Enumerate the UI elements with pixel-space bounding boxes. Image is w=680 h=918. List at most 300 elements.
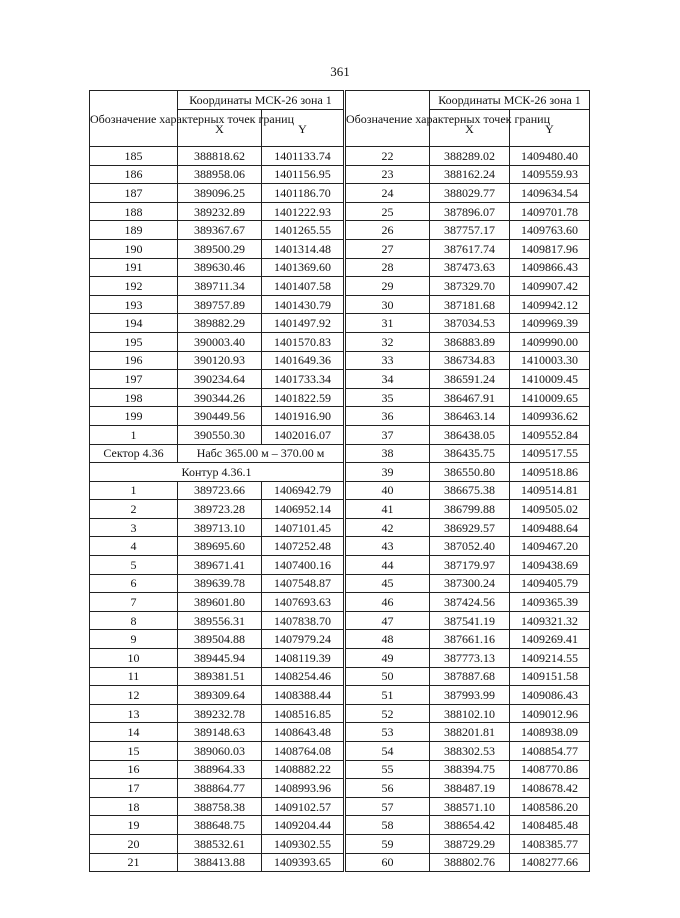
coord-y: 1407252.48 (262, 537, 344, 556)
coord-x: 389232.89 (178, 202, 262, 221)
table-row (90, 184, 344, 203)
table-row (346, 463, 590, 482)
table-row (346, 202, 590, 221)
table-row (346, 370, 590, 389)
coord-x: 388162.24 (430, 165, 510, 184)
coord-x: 390120.93 (178, 351, 262, 370)
header-coords-label: Координаты МСК-26 зона 1 (430, 91, 590, 110)
coordinates-table-right (345, 90, 590, 872)
coord-x: 388818.62 (178, 147, 262, 166)
coord-y: 1401314.48 (262, 239, 344, 258)
sector-row (90, 444, 344, 463)
coord-x: 389556.31 (178, 611, 262, 630)
table-row (346, 407, 590, 426)
coord-y: 1409763.60 (510, 221, 590, 240)
table-row (346, 425, 590, 444)
sector-value: Набс 365.00 м – 370.00 м (178, 444, 344, 463)
point-number: 20 (90, 834, 178, 853)
table-row (90, 611, 344, 630)
coord-x: 387773.13 (430, 649, 510, 668)
table-row (346, 574, 590, 593)
coord-x: 386550.80 (430, 463, 510, 482)
coord-y: 1409269.41 (510, 630, 590, 649)
coord-x: 389639.78 (178, 574, 262, 593)
table-row (90, 649, 344, 668)
table-row (90, 407, 344, 426)
table-row (90, 704, 344, 723)
point-number: 19 (90, 816, 178, 835)
coord-x: 390003.40 (178, 332, 262, 351)
point-number: 41 (346, 500, 430, 519)
coord-x: 388201.81 (430, 723, 510, 742)
coord-x: 389060.03 (178, 742, 262, 761)
point-number: 11 (90, 667, 178, 686)
table-row (90, 351, 344, 370)
coord-y: 1401822.59 (262, 388, 344, 407)
table-row (346, 165, 590, 184)
table-row (90, 556, 344, 575)
coord-x: 389713.10 (178, 518, 262, 537)
coord-y: 1408854.77 (510, 742, 590, 761)
coord-y: 1409701.78 (510, 202, 590, 221)
coord-y: 1401497.92 (262, 314, 344, 333)
table-row (90, 853, 344, 872)
coord-y: 1409514.81 (510, 481, 590, 500)
coord-x: 387181.68 (430, 295, 510, 314)
coord-y: 1409866.43 (510, 258, 590, 277)
point-number: 197 (90, 370, 178, 389)
table-row (346, 351, 590, 370)
coord-x: 388102.10 (430, 704, 510, 723)
coord-y: 1408385.77 (510, 834, 590, 853)
coord-x: 388289.02 (430, 147, 510, 166)
table-row (90, 518, 344, 537)
table-row (346, 667, 590, 686)
point-number: 21 (90, 853, 178, 872)
point-number: 53 (346, 723, 430, 742)
coord-y: 1409365.39 (510, 593, 590, 612)
coord-x: 387424.56 (430, 593, 510, 612)
table-row (90, 314, 344, 333)
point-number: 9 (90, 630, 178, 649)
point-number: 3 (90, 518, 178, 537)
table-row (90, 686, 344, 705)
table-row (346, 630, 590, 649)
coord-x: 389500.29 (178, 239, 262, 258)
coord-x: 386435.75 (430, 444, 510, 463)
table-row (346, 649, 590, 668)
coord-x: 389630.46 (178, 258, 262, 277)
coord-x: 386438.05 (430, 425, 510, 444)
coord-y: 1408770.86 (510, 760, 590, 779)
table-row (90, 481, 344, 500)
coord-x: 388864.77 (178, 779, 262, 798)
point-number: 7 (90, 593, 178, 612)
point-number: 58 (346, 816, 430, 835)
point-number: 15 (90, 742, 178, 761)
coord-y: 1401186.70 (262, 184, 344, 203)
table-row (346, 760, 590, 779)
coord-y: 1409467.20 (510, 537, 590, 556)
table-row (346, 611, 590, 630)
coord-x: 387757.17 (430, 221, 510, 240)
coord-y: 1408643.48 (262, 723, 344, 742)
coord-x: 389309.64 (178, 686, 262, 705)
table-row (346, 704, 590, 723)
coord-y: 1409321.32 (510, 611, 590, 630)
coord-x: 388302.53 (430, 742, 510, 761)
coord-x: 386883.89 (430, 332, 510, 351)
point-number: 4 (90, 537, 178, 556)
point-number: 33 (346, 351, 430, 370)
coord-y: 1409907.42 (510, 277, 590, 296)
coord-x: 387661.16 (430, 630, 510, 649)
coord-y: 1408388.44 (262, 686, 344, 705)
point-number: 30 (346, 295, 430, 314)
coord-x: 386591.24 (430, 370, 510, 389)
table-row (346, 277, 590, 296)
coord-x: 389723.28 (178, 500, 262, 519)
point-number: 8 (90, 611, 178, 630)
point-number: 199 (90, 407, 178, 426)
coord-y: 1408485.48 (510, 816, 590, 835)
point-number: 195 (90, 332, 178, 351)
point-number: 56 (346, 779, 430, 798)
table-row (90, 797, 344, 816)
table-row (90, 165, 344, 184)
coord-y: 1409151.58 (510, 667, 590, 686)
coord-y: 1401156.95 (262, 165, 344, 184)
coord-y: 1402016.07 (262, 425, 344, 444)
coord-x: 388487.19 (430, 779, 510, 798)
page-number: 361 (330, 64, 350, 79)
coord-x: 389882.29 (178, 314, 262, 333)
table-row (90, 537, 344, 556)
point-number: 57 (346, 797, 430, 816)
coord-x: 390449.56 (178, 407, 262, 426)
coord-y: 1409969.39 (510, 314, 590, 333)
coord-y: 1401916.90 (262, 407, 344, 426)
sector-label: Сектор 4.36 (90, 444, 178, 463)
table-row (346, 239, 590, 258)
table-row (346, 742, 590, 761)
point-number: 55 (346, 760, 430, 779)
coord-y: 1409517.55 (510, 444, 590, 463)
point-number: 191 (90, 258, 178, 277)
coord-y: 1401430.79 (262, 295, 344, 314)
point-number: 188 (90, 202, 178, 221)
point-number: 34 (346, 370, 430, 389)
coord-y: 1408119.39 (262, 649, 344, 668)
coord-x: 389504.88 (178, 630, 262, 649)
point-number: 16 (90, 760, 178, 779)
table-row (90, 425, 344, 444)
coord-y: 1409518.86 (510, 463, 590, 482)
point-number: 37 (346, 425, 430, 444)
coord-x: 387300.24 (430, 574, 510, 593)
point-number: 40 (346, 481, 430, 500)
coord-x: 389757.89 (178, 295, 262, 314)
point-number: 54 (346, 742, 430, 761)
coord-y: 1409086.43 (510, 686, 590, 705)
coord-y: 1408993.96 (262, 779, 344, 798)
table-row (90, 258, 344, 277)
point-number: 44 (346, 556, 430, 575)
point-number: 42 (346, 518, 430, 537)
coord-y: 1408277.66 (510, 853, 590, 872)
coord-y: 1408764.08 (262, 742, 344, 761)
point-number: 50 (346, 667, 430, 686)
coord-x: 389723.66 (178, 481, 262, 500)
table-row (90, 742, 344, 761)
coord-y: 1407548.87 (262, 574, 344, 593)
table-row (90, 630, 344, 649)
table-row (346, 556, 590, 575)
point-number: 38 (346, 444, 430, 463)
coord-x: 389367.67 (178, 221, 262, 240)
coord-x: 388958.06 (178, 165, 262, 184)
header-point-label: Обозначение характерных точек границ (346, 91, 430, 147)
coord-y: 1409936.62 (510, 407, 590, 426)
coord-y: 1410009.65 (510, 388, 590, 407)
coordinates-table-left (89, 90, 344, 872)
coord-y: 1401265.55 (262, 221, 344, 240)
point-number: 1 (90, 481, 178, 500)
coord-y: 1410003.30 (510, 351, 590, 370)
coord-x: 387541.19 (430, 611, 510, 630)
coord-y: 1409817.96 (510, 239, 590, 258)
point-number: 43 (346, 537, 430, 556)
coord-x: 386799.88 (430, 500, 510, 519)
coord-x: 389601.80 (178, 593, 262, 612)
point-number: 51 (346, 686, 430, 705)
coord-y: 1409480.40 (510, 147, 590, 166)
point-number: 185 (90, 147, 178, 166)
header-x-label: X (178, 110, 262, 147)
coord-y: 1407101.45 (262, 518, 344, 537)
coord-y: 1409942.12 (510, 295, 590, 314)
point-number: 31 (346, 314, 430, 333)
table-row (346, 332, 590, 351)
table-row (90, 593, 344, 612)
table-row (90, 295, 344, 314)
contour-label: Контур 4.36.1 (90, 463, 344, 482)
coord-x: 387473.63 (430, 258, 510, 277)
coord-y: 1406942.79 (262, 481, 344, 500)
table-row (346, 593, 590, 612)
coord-x: 387052.40 (430, 537, 510, 556)
table-row (346, 481, 590, 500)
coord-y: 1409204.44 (262, 816, 344, 835)
point-number: 13 (90, 704, 178, 723)
point-number: 29 (346, 277, 430, 296)
table-row (346, 444, 590, 463)
coord-x: 387034.53 (430, 314, 510, 333)
coord-y: 1401407.58 (262, 277, 344, 296)
coord-x: 388802.76 (430, 853, 510, 872)
coord-y: 1409302.55 (262, 834, 344, 853)
coord-x: 390550.30 (178, 425, 262, 444)
coord-x: 389695.60 (178, 537, 262, 556)
point-number: 47 (346, 611, 430, 630)
coord-x: 388964.33 (178, 760, 262, 779)
table-row (90, 202, 344, 221)
coord-x: 387993.99 (430, 686, 510, 705)
coord-x: 388729.29 (430, 834, 510, 853)
coord-y: 1406952.14 (262, 500, 344, 519)
left-rows-block-2 (90, 481, 344, 871)
left-rows-block-1 (90, 147, 344, 445)
coord-x: 388654.42 (430, 816, 510, 835)
point-number: 196 (90, 351, 178, 370)
point-number: 36 (346, 407, 430, 426)
point-number: 12 (90, 686, 178, 705)
point-number: 25 (346, 202, 430, 221)
point-number: 39 (346, 463, 430, 482)
point-number: 49 (346, 649, 430, 668)
table-row (346, 147, 590, 166)
table-row (90, 779, 344, 798)
coord-x: 386929.57 (430, 518, 510, 537)
coord-y: 1401649.36 (262, 351, 344, 370)
coord-x: 388648.75 (178, 816, 262, 835)
coord-x: 388571.10 (430, 797, 510, 816)
coord-x: 386463.14 (430, 407, 510, 426)
point-number: 192 (90, 277, 178, 296)
coord-x: 388758.38 (178, 797, 262, 816)
right-rows-block (346, 147, 590, 872)
table-row (90, 667, 344, 686)
coord-y: 1409634.54 (510, 184, 590, 203)
coord-y: 1407979.24 (262, 630, 344, 649)
table-row (346, 834, 590, 853)
coord-y: 1408882.22 (262, 760, 344, 779)
table-row (346, 779, 590, 798)
table-row (346, 388, 590, 407)
table-row (90, 723, 344, 742)
table-row (346, 853, 590, 872)
point-number: 46 (346, 593, 430, 612)
table-row (90, 147, 344, 166)
point-number: 189 (90, 221, 178, 240)
contour-row (90, 463, 344, 482)
coord-x: 387617.74 (430, 239, 510, 258)
coord-y: 1407400.16 (262, 556, 344, 575)
table-row (90, 277, 344, 296)
coord-x: 390344.26 (178, 388, 262, 407)
point-number: 5 (90, 556, 178, 575)
coord-y: 1408938.09 (510, 723, 590, 742)
coord-x: 388029.77 (430, 184, 510, 203)
point-number: 187 (90, 184, 178, 203)
point-number: 10 (90, 649, 178, 668)
table-row (90, 500, 344, 519)
coord-y: 1409393.65 (262, 853, 344, 872)
point-number: 14 (90, 723, 178, 742)
point-number: 60 (346, 853, 430, 872)
coord-y: 1401570.83 (262, 332, 344, 351)
coord-x: 386675.38 (430, 481, 510, 500)
coord-y: 1407838.70 (262, 611, 344, 630)
header-point-label: Обозначение характерных точек границ (90, 91, 178, 147)
coord-x: 389096.25 (178, 184, 262, 203)
header-x-label: X (430, 110, 510, 147)
coord-y: 1401369.60 (262, 258, 344, 277)
table-row (90, 239, 344, 258)
table-row (346, 723, 590, 742)
header-coords-label: Координаты МСК-26 зона 1 (178, 91, 344, 110)
point-number: 48 (346, 630, 430, 649)
coord-x: 387179.97 (430, 556, 510, 575)
table-row (90, 221, 344, 240)
coord-y: 1401733.34 (262, 370, 344, 389)
coord-y: 1408678.42 (510, 779, 590, 798)
point-number: 26 (346, 221, 430, 240)
table-row (90, 834, 344, 853)
coord-x: 386467.91 (430, 388, 510, 407)
coord-y: 1407693.63 (262, 593, 344, 612)
coord-y: 1409559.93 (510, 165, 590, 184)
point-number: 193 (90, 295, 178, 314)
point-number: 52 (346, 704, 430, 723)
table-row (346, 295, 590, 314)
coord-x: 390234.64 (178, 370, 262, 389)
table-row (346, 518, 590, 537)
header-y-label: Y (510, 110, 590, 147)
coord-x: 388532.61 (178, 834, 262, 853)
table-row (346, 184, 590, 203)
coord-x: 386734.83 (430, 351, 510, 370)
coord-x: 387329.70 (430, 277, 510, 296)
table-row (346, 797, 590, 816)
point-number: 2 (90, 500, 178, 519)
point-number: 24 (346, 184, 430, 203)
point-number: 17 (90, 779, 178, 798)
coord-y: 1409012.96 (510, 704, 590, 723)
coord-y: 1409505.02 (510, 500, 590, 519)
coord-y: 1401222.93 (262, 202, 344, 221)
point-number: 6 (90, 574, 178, 593)
coord-x: 389671.41 (178, 556, 262, 575)
point-number: 28 (346, 258, 430, 277)
table-row (90, 760, 344, 779)
coord-y: 1401133.74 (262, 147, 344, 166)
table-row (346, 500, 590, 519)
coord-x: 389381.51 (178, 667, 262, 686)
point-number: 190 (90, 239, 178, 258)
coord-y: 1409552.84 (510, 425, 590, 444)
coord-x: 389445.94 (178, 649, 262, 668)
point-number: 22 (346, 147, 430, 166)
coord-y: 1408254.46 (262, 667, 344, 686)
point-number: 23 (346, 165, 430, 184)
table-row (346, 537, 590, 556)
table-row (346, 258, 590, 277)
coord-x: 388394.75 (430, 760, 510, 779)
point-number: 186 (90, 165, 178, 184)
coord-x: 389148.63 (178, 723, 262, 742)
table-row (346, 314, 590, 333)
coord-y: 1409405.79 (510, 574, 590, 593)
coord-x: 387887.68 (430, 667, 510, 686)
point-number: 18 (90, 797, 178, 816)
point-number: 194 (90, 314, 178, 333)
table-row (346, 221, 590, 240)
point-number: 32 (346, 332, 430, 351)
coord-y: 1409438.69 (510, 556, 590, 575)
point-number: 27 (346, 239, 430, 258)
table-row (90, 574, 344, 593)
